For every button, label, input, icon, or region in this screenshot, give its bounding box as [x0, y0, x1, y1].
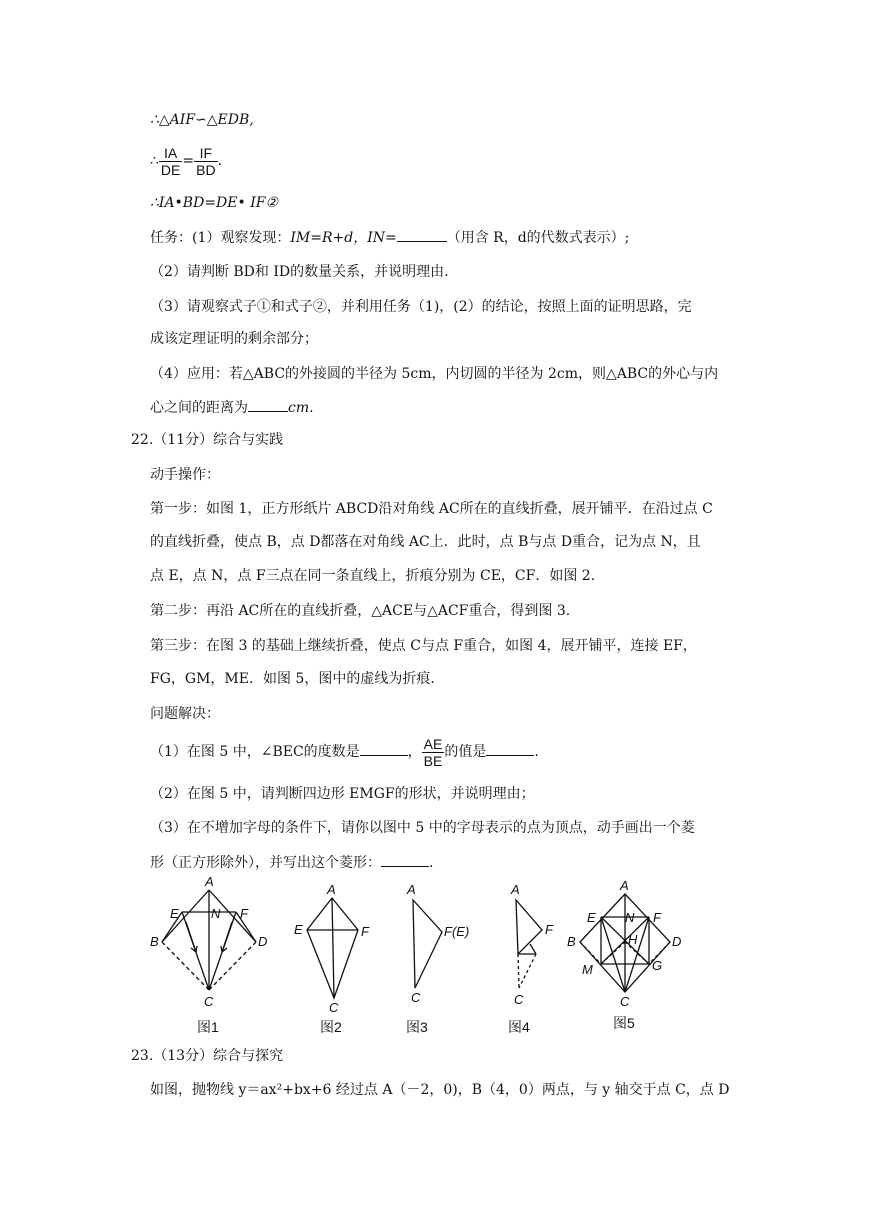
q22-step2	[150, 601, 570, 621]
q22-solve-title	[150, 704, 220, 724]
task-3-line-a	[150, 297, 692, 317]
q23-line-1-text: 如图，抛物线 y＝ax²+bx+6 经过点 A（－2，0)，B（4，0）两点，与 y 轴交于点 C，点 D	[150, 1082, 730, 1098]
answer-blank[interactable]	[397, 227, 447, 242]
task-4-line-b	[150, 397, 314, 418]
step2-text: 第二步：再沿 AC所在的直线折叠，△ACE与△ACF重合，得到图 3.	[150, 603, 571, 619]
fraction-ia-de	[159, 145, 182, 178]
task-1-suffix: （用含 R，d的代数式表示）;	[446, 230, 630, 246]
fraction-numerator: IF	[194, 145, 217, 162]
solve-title-text: 问题解决：	[150, 706, 220, 722]
q22-step1-c	[150, 566, 595, 586]
label-f: F	[361, 924, 369, 939]
figure-5-caption: 图5	[613, 1015, 635, 1031]
answer-blank[interactable]	[381, 852, 429, 867]
task-3-line-b	[150, 329, 318, 349]
fraction-denominator: BD	[196, 161, 216, 178]
label-b: B	[150, 934, 159, 949]
label-n: N	[211, 906, 221, 921]
task-1-in: IN=	[367, 230, 397, 246]
answer-blank[interactable]	[360, 741, 408, 756]
fig4-dash-2	[519, 954, 536, 988]
label-f: F	[653, 910, 661, 925]
q22-header	[131, 430, 283, 450]
label-h: H	[628, 932, 638, 947]
task-4-suffix: cm.	[288, 400, 314, 416]
proof-similar-line	[150, 110, 254, 130]
period: .	[217, 153, 223, 169]
therefore-symbol: ∴	[150, 153, 159, 169]
label-a: A	[620, 878, 629, 893]
proof-similar-text: ∴△AIF∽△EDB,	[150, 112, 254, 128]
q22-step3-b	[150, 669, 435, 689]
label-e: E	[170, 906, 179, 921]
part1-mid: 的值是	[444, 744, 487, 760]
label-c: C	[620, 994, 630, 1009]
label-c: C	[514, 992, 524, 1007]
label-e: E	[294, 922, 303, 937]
label-c: C	[329, 1000, 339, 1015]
q22-header-text: 22.（11分）综合与实践	[131, 432, 284, 448]
q22-step3-a	[150, 636, 697, 656]
proof-product-line	[150, 193, 278, 213]
label-c: C	[204, 994, 214, 1009]
task-1-im: IM=R+d，	[290, 230, 368, 246]
task-4-prefix: 心之间的距离为	[150, 400, 248, 416]
part3-prefix: 形（正方形除外），并写出这个菱形：	[150, 855, 381, 871]
figure-3	[406, 882, 469, 1035]
fraction-denominator: DE	[160, 161, 181, 178]
task-2-text: （2）请判断 BD和 ID的数量关系，并说明理由.	[150, 264, 449, 280]
label-n: N	[625, 910, 635, 925]
label-a: A	[407, 882, 416, 897]
part3-text-a: （3）在不增加字母的条件下，请你以图中 5 中的字母表示的点为顶点，动手画出一个菱	[150, 820, 695, 836]
label-d: D	[672, 934, 682, 949]
q22-step1-b	[150, 532, 701, 552]
fraction-ae-be	[422, 736, 445, 769]
label-e: E	[587, 910, 596, 925]
proof-ratio-line	[150, 142, 222, 180]
step3-text-a: 第三步：在图 3 的基础上继续折叠，使点 C与点 F重合，如图 4，展开铺平，连接 EF，	[150, 638, 697, 654]
q22-step1-a	[150, 499, 713, 519]
label-g: G	[652, 958, 663, 973]
fig1-edge-dc	[209, 942, 256, 990]
fraction-denominator: BE	[423, 752, 443, 769]
fraction-numerator: IA	[159, 145, 182, 162]
task-2-line	[150, 262, 449, 282]
fig4-dash-1	[518, 954, 519, 988]
period: .	[429, 855, 434, 871]
label-m: M	[582, 962, 593, 977]
q22-part2-line	[150, 784, 535, 804]
task-4-line-a	[150, 364, 718, 384]
fig4-fold-edge	[530, 944, 536, 954]
label-a: A	[327, 882, 336, 897]
label-c: C	[411, 990, 421, 1005]
figure-5	[567, 878, 681, 1031]
q23-header-text: 23.（13分）综合与探究	[131, 1048, 284, 1064]
fig1-fold-arrow-right	[222, 922, 232, 952]
part1-prefix: （1）在图 5 中，∠BEC的度数是	[150, 744, 360, 760]
step3-text-b: FG，GM，ME．如图 5，图中的虚线为折痕.	[150, 671, 435, 687]
part2-text: （2）在图 5 中，请判断四边形 EMGF的形状，并说明理由；	[150, 786, 535, 802]
q22-part1-line	[150, 733, 539, 771]
fig2-line-ac	[332, 898, 334, 998]
figure-2	[294, 882, 370, 1035]
label-b: B	[567, 934, 576, 949]
label-a: A	[511, 882, 520, 897]
fig1-fold-arrow-left	[186, 922, 196, 952]
task-4-text-a: （4）应用：若△ABC的外接圆的半径为 5cm，内切圆的半径为 2cm，则△ABC的外心与内	[150, 366, 719, 382]
task-1-prefix: 任务：(1）观察发现：	[150, 230, 291, 246]
q23-line-1	[150, 1080, 729, 1100]
q23-header	[131, 1046, 283, 1066]
label-f: F	[545, 922, 553, 937]
step1-text-b: 的直线折叠，使点 B，点 D都落在对角线 AC上．此时，点 B与点 D重合，记为点 N，且	[150, 534, 701, 550]
figure-4-caption: 图4	[508, 1019, 530, 1035]
period: .	[534, 744, 539, 760]
figure-1-caption: 图1	[197, 1019, 219, 1035]
q22-op-title	[150, 465, 220, 485]
proof-product-text: ∴IA•BD=DE• IF②	[150, 195, 278, 211]
answer-blank[interactable]	[248, 397, 288, 412]
label-d: D	[258, 934, 268, 949]
task-1-line	[150, 227, 629, 248]
answer-blank[interactable]	[486, 741, 534, 756]
figure-3-caption: 图3	[406, 1019, 428, 1035]
figure-2-caption: 图2	[320, 1019, 342, 1035]
step1-text-a: 第一步：如图 1，正方形纸片 ABCD沿对角线 AC所在的直线折叠，展开铺平．在沿过点 C	[150, 501, 713, 517]
figure-1	[150, 874, 267, 1035]
step1-text-c: 点 E，点 N，点 F三点在同一条直线上，折痕分别为 CE，CF．如图 2.	[150, 568, 596, 584]
fraction-numerator: AE	[423, 735, 443, 752]
label-a: A	[205, 874, 214, 889]
fraction-if-bd	[194, 145, 217, 178]
op-title-text: 动手操作：	[150, 467, 220, 483]
q22-part3-line-a	[150, 818, 695, 838]
fig3-triangle	[413, 900, 442, 988]
equals-sign: =	[182, 153, 195, 169]
fig4-triangle	[516, 900, 542, 954]
figures-strip	[0, 870, 869, 1040]
label-fe: F(E)	[444, 924, 470, 939]
figure-4	[508, 882, 554, 1035]
task-3-text-a: （3）请观察式子①和式子②，并利用任务（1)，(2）的结论，按照上面的证明思路，完	[150, 299, 692, 315]
task-3-text-b: 成该定理证明的剩余部分；	[150, 331, 318, 347]
comma: ，	[407, 744, 422, 760]
fig1-edge-bc	[162, 942, 209, 990]
label-f: F	[240, 906, 248, 921]
